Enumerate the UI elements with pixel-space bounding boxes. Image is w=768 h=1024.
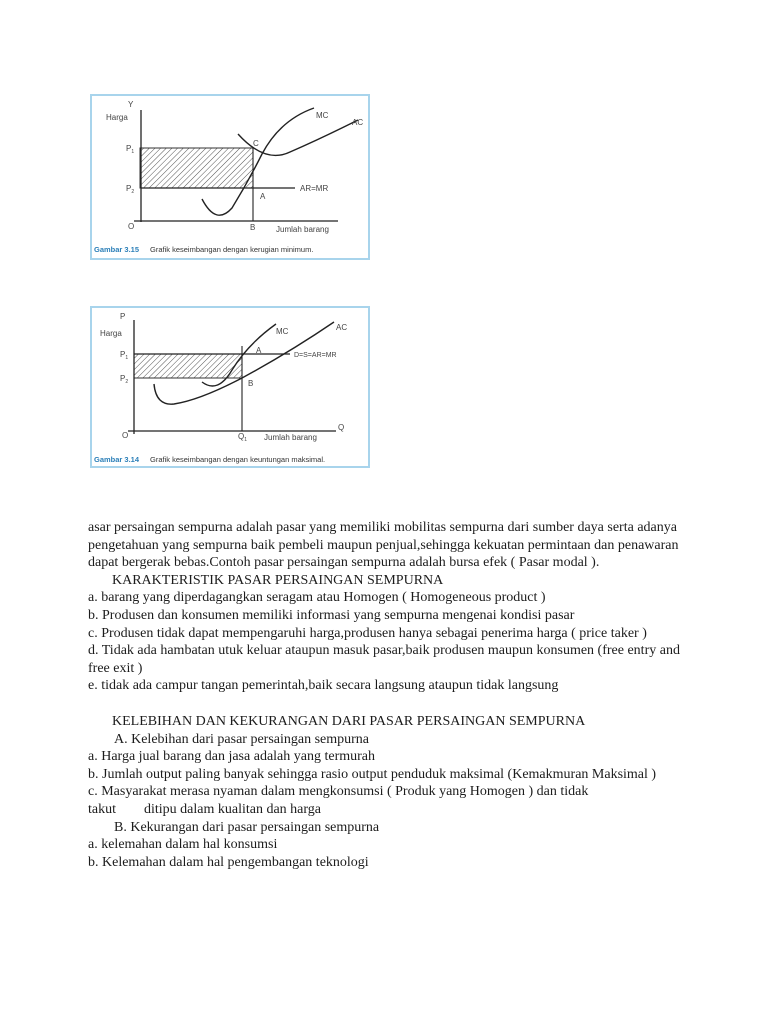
list-item: c. Masyarakat merasa nyaman dalam mengkonsumsi ( Produk yang Homogen ) dan tidak <box>88 784 589 800</box>
profit-area <box>134 354 242 378</box>
origin-label: O <box>122 431 129 440</box>
list-item: b. Kelemahan dalam hal pengembangan teknologi <box>88 854 369 870</box>
y-axis-label: Harga <box>100 329 122 338</box>
point-b-label: B <box>250 223 256 232</box>
demand-label: D=S=AR=MR <box>294 352 337 359</box>
price-high-label: $P_1$ <box>120 350 129 361</box>
price-low-label: $P_2$ <box>126 184 135 195</box>
subheading-disadvantages: B. Kekurangan dari pasar persaingan sempurna <box>114 819 380 835</box>
list-item: c. Produsen tidak dapat mempengaruhi harga,produsen hanya sebagai penerima harga ( price taker ) <box>88 625 647 641</box>
ac-label: AC <box>352 118 364 127</box>
figure-3-15 <box>90 94 372 262</box>
ar-mr-label: AR=MR <box>300 184 329 193</box>
mc-label: MC <box>316 111 329 120</box>
x-axis-label: Jumlah barang <box>276 225 329 234</box>
subheading-advantages: A. Kelebihan dari pasar persaingan sempurna <box>114 731 370 747</box>
point-a-label: A <box>260 192 266 201</box>
spacer <box>88 695 688 713</box>
point-c-label: C <box>253 139 259 148</box>
figure-3-14 <box>90 306 372 470</box>
list-item: d. Tidak ada hambatan utuk keluar ataupun masuk pasar,baik produsen maupun konsumen (free entry and free exit ) <box>88 643 680 676</box>
list-item: a. kelemahan dalam hal konsumsi <box>88 837 278 853</box>
loss-area <box>140 148 253 188</box>
ac-curve <box>238 120 358 155</box>
heading-pros-cons: KELEBIHAN DAN KEKURANGAN DARI PASAR PERSAINGAN SEMPURNA <box>112 713 586 729</box>
q1-label: $Q_1$ <box>238 432 248 443</box>
document-body <box>88 519 688 871</box>
origin-label: O <box>128 222 135 231</box>
list-item-continued <box>88 801 688 819</box>
list-item-fragment: takut <box>88 801 116 817</box>
heading-characteristics: KARAKTERISTIK PASAR PERSAINGAN SEMPURNA <box>112 572 444 588</box>
price-high-label: $P_1$ <box>126 144 135 155</box>
y-axis-label: Harga <box>106 113 128 122</box>
y-axis-letter: Y <box>128 100 134 109</box>
list-item-fragment: ditipu dalam kualitan dan harga <box>144 801 322 817</box>
list-item: b. Produsen dan konsumen memiliki informasi yang sempurna mengenai kondisi pasar <box>88 607 575 623</box>
mc-label: MC <box>276 327 289 336</box>
list-item: b. Jumlah output paling banyak sehingga rasio output penduduk maksimal (Kemakmuran Maksimal ) <box>88 766 657 782</box>
caption-text: Grafik keseimbangan dengan kerugian minimum. <box>150 245 314 254</box>
list-item: a. barang yang diperdagangkan seragam atau Homogen ( Homogeneous product ) <box>88 590 546 606</box>
price-low-label: $P_2$ <box>120 374 129 385</box>
intro-paragraph: asar persaingan sempurna adalah pasar yang memiliki mobilitas sempurna dari sumber daya serta adanya pengetahuan yang sempurna baik pembeli maupun penjual,sehingga kekuatan permintaan dan penawaran dapat bergerak bebas.Contoh pasar persaingan sempurna adalah bursa efek ( Pasar modal ). <box>88 520 679 571</box>
caption-text: Grafik keseimbangan dengan keuntungan maksimal. <box>150 455 326 464</box>
caption-number: Gambar 3.15 <box>94 245 140 254</box>
caption-number: Gambar 3.14 <box>94 455 140 464</box>
list-item: a. Harga jual barang dan jasa adalah yang termurah <box>88 749 375 765</box>
point-b-label: B <box>248 379 254 388</box>
figure-border <box>91 307 369 467</box>
x-axis-letter: Q <box>338 423 345 432</box>
point-a-label: A <box>256 346 262 355</box>
x-axis-label: Jumlah barang <box>264 433 317 442</box>
ac-label: AC <box>336 323 348 332</box>
list-item: e. tidak ada campur tangan pemerintah,baik secara langsung ataupun tidak langsung <box>88 678 559 694</box>
y-axis-letter: P <box>120 312 126 321</box>
